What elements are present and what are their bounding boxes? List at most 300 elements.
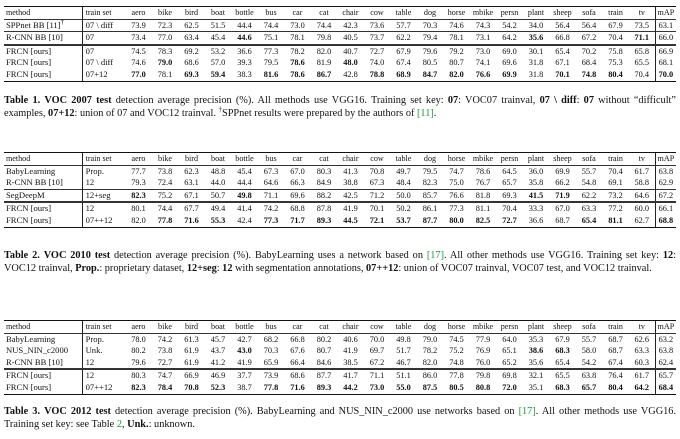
table3 xyxy=(4,320,676,395)
column-header: bike xyxy=(152,7,179,20)
train-set-cell: 07 \ diff xyxy=(82,57,125,69)
ap-cell: 76.9 xyxy=(475,346,491,356)
ap-cell: 80.5 xyxy=(443,382,470,394)
ap-cell: 78.6 xyxy=(475,166,491,176)
column-header: sofa xyxy=(576,321,603,334)
ap-cell: 70.1 xyxy=(549,69,576,81)
ap-cell: 49.8 xyxy=(396,334,411,344)
column-header: cat xyxy=(311,7,338,20)
ap-cell: 64.6 xyxy=(263,178,279,188)
column-header: bottle xyxy=(231,153,258,166)
ap-cell: 78.1 xyxy=(443,32,470,45)
ap-cell: 72.1 xyxy=(364,215,391,227)
column-header: dog xyxy=(417,153,444,166)
map-cell: 65.7 xyxy=(655,369,676,382)
table-row xyxy=(4,345,676,357)
train-set-cell: 12 xyxy=(82,202,125,215)
table1-grid xyxy=(4,6,676,82)
column-header: cat xyxy=(311,153,338,166)
ap-cell: 59.4 xyxy=(205,69,232,81)
column-header: sheep xyxy=(549,321,576,334)
ap-cell: 38.5 xyxy=(343,357,358,367)
ap-cell: 77.2 xyxy=(602,202,629,215)
citation-link[interactable]: [17] xyxy=(426,250,445,261)
ap-cell: 66.8 xyxy=(549,32,576,45)
method-name: FRCN [ours] xyxy=(6,381,52,392)
column-header: bus xyxy=(258,7,285,20)
train-set-cell: Unk. xyxy=(82,345,125,357)
ap-cell: 66.4 xyxy=(290,357,305,367)
table3-grid xyxy=(4,320,676,395)
ap-cell: 35.6 xyxy=(528,357,544,367)
ap-cell: 70.8 xyxy=(369,166,385,176)
column-header: bird xyxy=(178,7,205,20)
ap-cell: 35.8 xyxy=(528,178,544,188)
ap-cell: 72.0 xyxy=(496,382,523,394)
ap-cell: 53.7 xyxy=(390,215,417,227)
column-header: cow xyxy=(364,153,391,166)
ap-cell: 62.3 xyxy=(184,166,199,176)
ap-cell: 67.1 xyxy=(555,58,570,68)
method-cell xyxy=(4,69,82,81)
ap-cell: 69.3 xyxy=(178,69,205,81)
column-header: plant xyxy=(523,321,550,334)
ap-cell: 64.6 xyxy=(629,189,656,202)
ap-cell: 79.2 xyxy=(443,45,470,58)
table-ref-link[interactable]: 2 xyxy=(116,418,122,430)
ap-cell: 68.7 xyxy=(608,334,623,344)
ap-cell: 41.2 xyxy=(210,357,226,367)
ap-cell: 71.9 xyxy=(549,189,576,202)
ap-cell: 48.4 xyxy=(396,178,411,188)
map-cell: 68.1 xyxy=(655,57,676,69)
ap-cell: 74.1 xyxy=(475,58,491,68)
ap-cell: 69.6 xyxy=(502,58,517,68)
ap-cell: 55.3 xyxy=(205,215,232,227)
ap-cell: 34.0 xyxy=(528,20,544,30)
ap-cell: 73.5 xyxy=(634,20,650,30)
ap-cell: 74.8 xyxy=(449,357,464,367)
table-row xyxy=(4,45,676,58)
table2-grid xyxy=(4,152,676,228)
ap-cell: 78.4 xyxy=(152,382,179,394)
ap-cell: 46.7 xyxy=(396,357,411,367)
table-row xyxy=(4,165,676,177)
ap-cell: 41.9 xyxy=(337,202,364,215)
method-cell xyxy=(4,382,82,394)
method-name: SegDeepM xyxy=(6,189,45,200)
citation-link[interactable]: [17] xyxy=(518,406,536,417)
ap-cell: 71.1 xyxy=(258,189,285,202)
ap-cell: 67.0 xyxy=(549,202,576,215)
ap-cell: 78.0 xyxy=(131,334,146,344)
train-set-cell: 12 xyxy=(82,369,125,382)
ap-cell: 75.2 xyxy=(449,346,464,356)
ap-cell: 89.3 xyxy=(311,215,338,227)
ap-cell: 87.7 xyxy=(311,369,338,382)
ap-cell: 65.4 xyxy=(576,215,603,227)
ap-cell: 84.6 xyxy=(316,357,332,367)
ap-cell: 69.2 xyxy=(178,45,205,58)
column-header: dog xyxy=(417,7,444,20)
ap-cell: 71.6 xyxy=(178,215,205,227)
method-name: SPPnet BB [11] xyxy=(6,19,61,30)
ap-cell: 73.0 xyxy=(364,382,391,394)
table-row xyxy=(4,32,676,45)
table2 xyxy=(4,152,676,228)
ap-cell: 80.7 xyxy=(316,346,332,356)
ap-cell: 80.0 xyxy=(443,215,470,227)
ap-cell: 75.2 xyxy=(152,189,179,202)
method-name: FRCN [ours] xyxy=(6,45,52,56)
ap-cell: 65.5 xyxy=(549,369,576,382)
ap-cell: 65.7 xyxy=(502,178,517,188)
ap-cell: 71.6 xyxy=(284,382,311,394)
ap-cell: 49.4 xyxy=(205,202,232,215)
ap-cell: 80.2 xyxy=(131,346,146,356)
ap-cell: 66.2 xyxy=(555,178,570,188)
ap-cell: 33.3 xyxy=(523,202,550,215)
ap-cell: 41.4 xyxy=(231,202,258,215)
ap-cell: 55.0 xyxy=(390,382,417,394)
column-header: plant xyxy=(523,7,550,20)
ap-cell: 68.7 xyxy=(608,346,623,356)
ap-cell: 78.2 xyxy=(422,346,438,356)
citation-link[interactable]: [11] xyxy=(417,107,434,119)
ap-cell: 74.2 xyxy=(258,202,285,215)
table2-caption: Table 2. VOC 2010 test detection average precision (%). BabyLearning uses a network based on [17]. All other methods use VGG16. Training set key: 12: VOC12 trainval, Prop.: proprietary dataset, 12+seg: 12 with segmentation annotations, 07++12: union of VOC07 trainval, VOC07 test, and VOC12 trainval. xyxy=(4,250,676,274)
method-cell xyxy=(4,215,82,227)
ap-cell: 67.3 xyxy=(263,166,279,176)
ap-cell: 62.2 xyxy=(390,32,417,45)
method-name: BabyLearning xyxy=(6,333,56,344)
column-header: bird xyxy=(178,153,205,166)
ap-cell: 58.0 xyxy=(581,346,597,356)
ap-cell: 81.8 xyxy=(470,189,497,202)
column-header: method xyxy=(4,153,82,166)
column-header: cat xyxy=(311,321,338,334)
ap-cell: 71.1 xyxy=(364,369,391,382)
ap-cell: 67.3 xyxy=(369,178,385,188)
ap-cell: 58.8 xyxy=(634,178,650,188)
ap-cell: 76.6 xyxy=(443,189,470,202)
ap-cell: 41.9 xyxy=(343,346,358,356)
ap-cell: 84.9 xyxy=(316,178,332,188)
ap-cell: 66.8 xyxy=(290,334,305,344)
ap-cell: 82.0 xyxy=(443,69,470,81)
ap-cell: 66.9 xyxy=(178,369,205,382)
ap-cell: 77.3 xyxy=(443,202,470,215)
method-cell xyxy=(4,345,82,357)
ap-cell: 70.3 xyxy=(263,346,279,356)
ap-cell: 74.4 xyxy=(263,20,279,30)
table-header-row xyxy=(4,321,676,334)
ap-cell: 64.2 xyxy=(496,32,523,45)
ap-cell: 67.9 xyxy=(608,20,623,30)
ap-cell: 36.6 xyxy=(523,215,550,227)
ap-cell: 70.8 xyxy=(178,382,205,394)
column-header: bus xyxy=(258,153,285,166)
ap-cell: 42.4 xyxy=(231,215,258,227)
ap-cell: 70.1 xyxy=(364,202,391,215)
ap-cell: 72.4 xyxy=(157,178,173,188)
ap-cell: 79.3 xyxy=(131,178,146,188)
column-header: horse xyxy=(443,321,470,334)
ap-cell: 61.7 xyxy=(629,369,656,382)
ap-cell: 52.3 xyxy=(205,382,232,394)
ap-cell: 79.6 xyxy=(131,357,146,367)
ap-cell: 61.9 xyxy=(184,357,199,367)
ap-cell: 73.7 xyxy=(364,32,391,45)
ap-cell: 44.2 xyxy=(337,382,364,394)
ap-cell: 57.0 xyxy=(210,58,226,68)
map-cell: 63.2 xyxy=(655,333,676,345)
ap-cell: 37.7 xyxy=(231,369,258,382)
ap-cell: 51.1 xyxy=(390,369,417,382)
ap-cell: 74.6 xyxy=(131,58,146,68)
ap-cell: 69.7 xyxy=(369,346,385,356)
ap-cell: 44.5 xyxy=(337,215,364,227)
train-set-cell: 12 xyxy=(82,177,125,189)
ap-cell: 70.0 xyxy=(369,334,385,344)
ap-cell: 48.0 xyxy=(343,58,358,68)
ap-cell: 73.6 xyxy=(369,20,385,30)
ap-cell: 54.2 xyxy=(502,20,517,30)
ap-cell: 42.3 xyxy=(343,20,358,30)
map-cell: 62.4 xyxy=(655,357,676,370)
ap-cell: 49.8 xyxy=(231,189,258,202)
map-cell: 68.4 xyxy=(655,382,676,394)
ap-cell: 35.3 xyxy=(528,334,544,344)
ap-cell: 38.3 xyxy=(231,69,258,81)
ap-cell: 56.4 xyxy=(555,20,570,30)
ap-cell: 68.2 xyxy=(263,334,279,344)
ap-cell: 85.7 xyxy=(417,189,444,202)
method-name: R-CNN BB [10] xyxy=(6,356,63,367)
ap-cell: 78.6 xyxy=(284,69,311,81)
ap-cell: 65.4 xyxy=(549,45,576,58)
method-cell xyxy=(4,57,82,69)
ap-cell: 73.4 xyxy=(125,32,152,45)
ap-cell: 75.1 xyxy=(258,32,285,45)
ap-cell: 73.8 xyxy=(157,346,173,356)
ap-cell: 80.4 xyxy=(602,69,629,81)
ap-cell: 45.7 xyxy=(210,334,226,344)
train-set-cell: 12+seg xyxy=(82,189,125,202)
column-header: table xyxy=(390,321,417,334)
ap-cell: 72.7 xyxy=(364,45,391,58)
column-header: method xyxy=(4,7,82,20)
ap-cell: 69.1 xyxy=(608,178,623,188)
ap-cell: 38.8 xyxy=(343,178,358,188)
method-cell xyxy=(4,189,82,202)
ap-cell: 67.4 xyxy=(608,357,623,367)
ap-cell: 74.3 xyxy=(475,20,491,30)
ap-cell: 49.7 xyxy=(396,166,411,176)
table-row xyxy=(4,189,676,202)
ap-cell: 73.0 xyxy=(470,45,497,58)
ap-cell: 70.4 xyxy=(602,32,629,45)
train-set-cell: 07 xyxy=(82,32,125,45)
method-cell xyxy=(4,333,82,345)
ap-cell: 67.2 xyxy=(369,357,385,367)
method-name: FRCN [ours] xyxy=(6,68,52,79)
ap-cell: 74.8 xyxy=(576,69,603,81)
ap-cell: 73.2 xyxy=(602,189,629,202)
ap-cell: 79.0 xyxy=(157,58,173,68)
ap-cell: 50.7 xyxy=(205,189,232,202)
method-cell xyxy=(4,369,82,382)
ap-cell: 36.0 xyxy=(528,166,544,176)
ap-cell: 73.0 xyxy=(290,20,305,30)
ap-cell: 72.7 xyxy=(496,215,523,227)
method-cell xyxy=(4,357,82,370)
ap-cell: 69.0 xyxy=(496,45,523,58)
column-header: aero xyxy=(125,153,152,166)
ap-cell: 77.3 xyxy=(258,45,285,58)
map-cell: 67.2 xyxy=(655,189,676,202)
ap-cell: 77.0 xyxy=(152,32,179,45)
ap-cell: 86.1 xyxy=(417,202,444,215)
column-header: car xyxy=(284,7,311,20)
ap-cell: 73.9 xyxy=(258,369,285,382)
ap-cell: 68.9 xyxy=(390,69,417,81)
ap-cell: 77.8 xyxy=(258,382,285,394)
method-name: R-CNN BB [10] xyxy=(6,32,63,43)
ap-cell: 79.0 xyxy=(422,334,438,344)
method-name: FRCN [ours] xyxy=(6,370,52,381)
ap-cell: 87.5 xyxy=(417,382,444,394)
table-row xyxy=(4,177,676,189)
train-set-cell: 07++12 xyxy=(82,215,125,227)
ap-cell: 63.4 xyxy=(178,32,205,45)
table-row xyxy=(4,69,676,81)
ap-cell: 44.4 xyxy=(237,178,252,188)
ap-cell: 42.8 xyxy=(337,69,364,81)
ap-cell: 63.3 xyxy=(634,346,650,356)
ap-cell: 71.7 xyxy=(284,215,311,227)
map-cell: 66.1 xyxy=(655,202,676,215)
table-header-row xyxy=(4,7,676,20)
ap-cell: 73.8 xyxy=(157,166,173,176)
ap-cell: 71.1 xyxy=(629,32,656,45)
table1 xyxy=(4,6,676,82)
column-header: boat xyxy=(205,153,232,166)
ap-cell: 69.8 xyxy=(496,369,523,382)
column-header: table xyxy=(390,7,417,20)
method-name: FRCN [ours] xyxy=(6,57,52,68)
ap-cell: 81.1 xyxy=(602,215,629,227)
ap-cell: 65.4 xyxy=(555,357,570,367)
ap-cell: 65.9 xyxy=(263,357,279,367)
ap-cell: 36.6 xyxy=(231,45,258,58)
method-cell xyxy=(4,202,82,215)
ap-cell: 79.5 xyxy=(422,166,438,176)
ap-cell: 77.7 xyxy=(131,166,146,176)
table3-caption: Table 3. VOC 2012 test detection average precision (%). BabyLearning and NUS_NIN_c2000 use networks based on [17]. All other methods use VGG16. Training set key: see Table 2, Unk.: unknown. xyxy=(4,406,677,430)
train-set-cell: 07 \ diff xyxy=(82,19,125,32)
method-cell xyxy=(4,177,82,189)
ap-cell: 55.7 xyxy=(581,166,597,176)
ap-cell: 77.8 xyxy=(443,369,470,382)
ap-cell: 67.1 xyxy=(178,189,205,202)
map-cell: 63.8 xyxy=(655,345,676,357)
ap-cell: 64.0 xyxy=(502,334,517,344)
column-header: bike xyxy=(152,321,179,334)
ap-cell: 76.7 xyxy=(475,178,491,188)
column-header: bottle xyxy=(231,321,258,334)
ap-cell: 64.2 xyxy=(629,382,656,394)
column-header: mAP xyxy=(655,321,676,334)
ap-cell: 79.4 xyxy=(417,32,444,45)
ap-cell: 68.8 xyxy=(284,202,311,215)
ap-cell: 82.0 xyxy=(311,45,338,58)
ap-cell: 45.4 xyxy=(237,166,252,176)
ap-cell: 41.5 xyxy=(523,189,550,202)
ap-cell: 44.4 xyxy=(237,20,252,30)
ap-cell: 67.9 xyxy=(390,45,417,58)
ap-cell: 78.2 xyxy=(284,45,311,58)
ap-cell: 67.9 xyxy=(555,334,570,344)
ap-cell: 74.2 xyxy=(157,334,173,344)
column-header: table xyxy=(390,153,417,166)
column-header: boat xyxy=(205,7,232,20)
ap-cell: 80.8 xyxy=(470,382,497,394)
ap-cell: 65.5 xyxy=(634,58,650,68)
ap-cell: 78.3 xyxy=(152,45,179,58)
ap-cell: 69.3 xyxy=(496,189,523,202)
column-header: dog xyxy=(417,321,444,334)
ap-cell: 65.1 xyxy=(502,346,517,356)
train-set-cell: Prop. xyxy=(82,333,125,345)
ap-cell: 30.1 xyxy=(523,45,550,58)
ap-cell: 70.3 xyxy=(422,20,438,30)
map-cell: 63.8 xyxy=(655,165,676,177)
ap-cell: 46.9 xyxy=(205,369,232,382)
ap-cell: 42.5 xyxy=(337,189,364,202)
map-cell: 68.8 xyxy=(655,215,676,227)
ap-cell: 80.7 xyxy=(449,58,464,68)
ap-cell: 50.2 xyxy=(390,202,417,215)
ap-cell: 87.8 xyxy=(311,202,338,215)
column-header: chair xyxy=(337,7,364,20)
ap-cell: 82.0 xyxy=(125,215,152,227)
column-header: horse xyxy=(443,153,470,166)
ap-cell: 67.7 xyxy=(178,202,205,215)
table-row xyxy=(4,19,676,32)
map-cell: 66.9 xyxy=(655,45,676,58)
table-row xyxy=(4,382,676,394)
column-header: persn xyxy=(496,7,523,20)
ap-cell: 61.7 xyxy=(634,166,650,176)
column-header: bus xyxy=(258,321,285,334)
ap-cell: 67.0 xyxy=(290,166,305,176)
ap-cell: 74.4 xyxy=(316,20,332,30)
ap-cell: 45.4 xyxy=(205,32,232,45)
ap-cell: 78.6 xyxy=(290,58,305,68)
ap-cell: 63.3 xyxy=(576,202,603,215)
method-name: NUS_NIN_c2000 xyxy=(6,345,69,356)
table-row xyxy=(4,215,676,227)
ap-cell: 41.3 xyxy=(343,166,358,176)
ap-cell: 40.6 xyxy=(343,334,358,344)
map-cell: 70.0 xyxy=(655,69,676,81)
ap-cell: 67.4 xyxy=(396,58,411,68)
column-header: persn xyxy=(496,153,523,166)
ap-cell: 56.4 xyxy=(581,20,597,30)
ap-cell: 43.7 xyxy=(210,346,226,356)
train-set-cell: 07++12 xyxy=(82,382,125,394)
